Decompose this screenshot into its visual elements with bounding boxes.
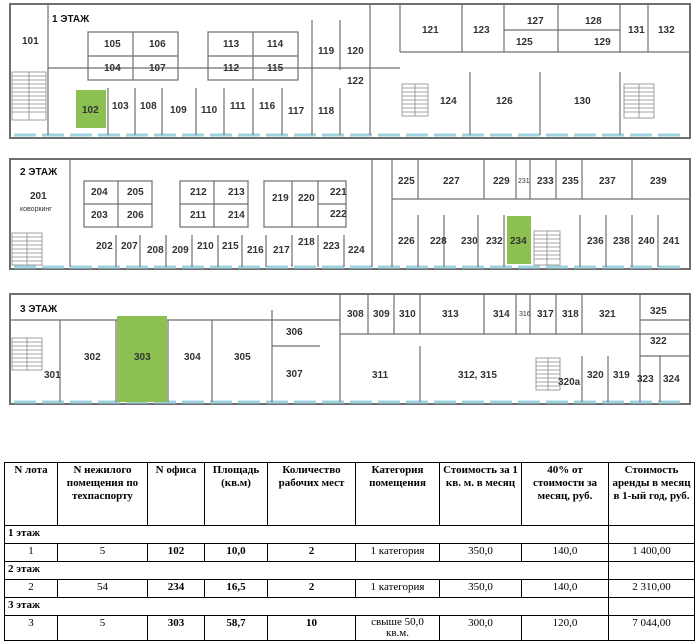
section-label: 1 этаж (5, 526, 609, 544)
room-label: 215 (222, 241, 239, 252)
cell-room-no: 54 (58, 580, 148, 598)
room-label: 236 (587, 236, 604, 247)
room-label: 206 (127, 210, 144, 221)
room-label: 214 (228, 210, 245, 221)
floor-title: 1 ЭТАЖ (52, 14, 90, 25)
room-label: 114 (267, 39, 284, 50)
room-label: 320 (587, 370, 604, 381)
room-label: 110 (201, 105, 218, 116)
room-label: 224 (348, 245, 365, 256)
room-label: 230 (461, 236, 478, 247)
cell-category: свыше 50,0 кв.м. (356, 616, 440, 641)
room-label: 210 (197, 241, 214, 252)
column-header: N офиса (148, 463, 205, 526)
room-label: 101 (22, 36, 39, 47)
room-label: 305 (234, 352, 251, 363)
cell-forty-percent: 140,0 (522, 580, 609, 598)
room-label: 126 (496, 96, 513, 107)
floor-plan-1 (0, 0, 698, 145)
cell-forty-percent: 120,0 (522, 616, 609, 641)
room-label: 310 (399, 309, 416, 320)
cell-price: 350,0 (440, 580, 522, 598)
room-label: 234 (510, 236, 527, 247)
room-label: 325 (650, 306, 667, 317)
cell-seats: 2 (268, 544, 356, 562)
room-label: 238 (613, 236, 630, 247)
cell-seats: 10 (268, 616, 356, 641)
room-label: 225 (398, 176, 415, 187)
floor-plan-3 (0, 290, 698, 410)
room-label: 119 (318, 46, 335, 57)
room-label: 316 (519, 311, 531, 318)
room-label: 227 (443, 176, 460, 187)
section-row (5, 526, 695, 544)
section-label: 3 этаж (5, 598, 609, 616)
room-label: 204 (91, 187, 108, 198)
room-label: 202 (96, 241, 113, 252)
room-label: 233 (537, 176, 554, 187)
room-label: 304 (184, 352, 201, 363)
cell-category: 1 категория (356, 544, 440, 562)
room-label: 207 (121, 241, 138, 252)
room-label: 321 (599, 309, 616, 320)
room-label: 324 (663, 374, 680, 385)
room-label: 302 (84, 352, 101, 363)
cell-room-no: 5 (58, 616, 148, 641)
room-label: 212 (190, 187, 207, 198)
section-label: 2 этаж (5, 562, 609, 580)
coworking-label: коворкинг (20, 206, 52, 213)
cell-office: 102 (148, 544, 205, 562)
cell-area: 58,7 (205, 616, 268, 641)
room-label: 205 (127, 187, 144, 198)
room-label: 117 (288, 106, 305, 117)
room-label: 211 (190, 210, 207, 221)
room-label: 111 (230, 101, 246, 112)
room-label: 222 (330, 209, 347, 220)
room-label: 220 (298, 193, 315, 204)
room-label: 123 (473, 25, 490, 36)
cell-forty-percent: 140,0 (522, 544, 609, 562)
room-label: 105 (104, 39, 121, 50)
room-label: 322 (650, 336, 667, 347)
table-row (5, 616, 695, 641)
room-label: 306 (286, 327, 303, 338)
room-label: 221 (330, 187, 347, 198)
room-label: 240 (638, 236, 655, 247)
room-label: 104 (104, 63, 121, 74)
room-label: 314 (493, 309, 510, 320)
room-label: 107 (149, 63, 166, 74)
section-row (5, 598, 695, 616)
cell-area: 10,0 (205, 544, 268, 562)
floor-plan-2 (0, 155, 698, 275)
room-label: 218 (298, 237, 315, 248)
room-label: 313 (442, 309, 459, 320)
column-header: Категория помещения (356, 463, 440, 526)
room-label: 301 (44, 370, 61, 381)
room-label: 108 (140, 101, 157, 112)
cell-lot: 2 (5, 580, 58, 598)
room-label: 235 (562, 176, 579, 187)
cell-room-no: 5 (58, 544, 148, 562)
cell-lot: 1 (5, 544, 58, 562)
cell-area: 16,5 (205, 580, 268, 598)
room-label: 228 (430, 236, 447, 247)
room-label: 229 (493, 176, 510, 187)
table-row (5, 544, 695, 562)
room-label: 203 (91, 210, 108, 221)
floor-title: 2 ЭТАЖ (20, 167, 58, 178)
section-row (5, 562, 695, 580)
column-header: N нежилого помещения по техпаспорту (58, 463, 148, 526)
room-label: 309 (373, 309, 390, 320)
room-label: 239 (650, 176, 667, 187)
room-label: 231 (518, 178, 530, 185)
column-header: Количество рабочих мест (268, 463, 356, 526)
room-label: 103 (112, 101, 129, 112)
cell-seats: 2 (268, 580, 356, 598)
room-label: 132 (658, 25, 675, 36)
room-label: 131 (628, 25, 645, 36)
cell-category: 1 категория (356, 580, 440, 598)
room-label: 219 (272, 193, 289, 204)
room-label: 312, 315 (458, 370, 497, 381)
room-label: 112 (223, 63, 240, 74)
room-label: 317 (537, 309, 554, 320)
column-header: Стоимость за 1 кв. м. в месяц (440, 463, 522, 526)
room-label: 237 (599, 176, 616, 187)
room-label: 113 (223, 39, 240, 50)
room-label: 129 (594, 37, 611, 48)
room-label: 308 (347, 309, 364, 320)
room-label: 303 (134, 352, 151, 363)
room-label: 319 (613, 370, 630, 381)
room-label: 124 (440, 96, 457, 107)
room-label: 232 (486, 236, 503, 247)
room-label: 118 (318, 106, 335, 117)
room-label: 109 (170, 105, 187, 116)
room-label: 320a (558, 377, 581, 388)
cell-lot: 3 (5, 616, 58, 641)
room-label: 130 (574, 96, 591, 107)
column-header: Стоимость аренды в месяц в 1-ый год, руб. (609, 463, 695, 526)
table-row (5, 580, 695, 598)
room-label: 209 (172, 245, 189, 256)
room-label: 226 (398, 236, 415, 247)
room-label: 307 (286, 369, 303, 380)
room-label: 122 (347, 76, 364, 87)
room-label: 128 (585, 16, 602, 27)
column-header: Площадь (кв.м) (205, 463, 268, 526)
cell-office: 234 (148, 580, 205, 598)
room-label: 208 (147, 245, 164, 256)
room-label: 318 (562, 309, 579, 320)
room-label: 216 (247, 245, 264, 256)
cell-rent: 1 400,00 (609, 544, 695, 562)
room-label: 213 (228, 187, 245, 198)
room-label: 115 (267, 63, 284, 74)
room-label: 217 (273, 245, 290, 256)
column-header: N лота (5, 463, 58, 526)
table-header-row (5, 463, 695, 526)
room-label: 241 (663, 236, 680, 247)
room-label: 201 (30, 191, 47, 202)
room-label: 125 (516, 37, 533, 48)
floor-title: 3 ЭТАЖ (20, 304, 58, 315)
room-label: 223 (323, 241, 340, 252)
room-label: 121 (422, 25, 439, 36)
cell-rent: 2 310,00 (609, 580, 695, 598)
cell-price: 300,0 (440, 616, 522, 641)
room-label: 311 (372, 370, 389, 381)
column-header: 40% от стоимости за месяц, руб. (522, 463, 609, 526)
room-label: 127 (527, 16, 544, 27)
room-label: 102 (82, 105, 99, 116)
cell-price: 350,0 (440, 544, 522, 562)
room-label: 120 (347, 46, 364, 57)
cell-office: 303 (148, 616, 205, 641)
room-label: 323 (637, 374, 654, 385)
room-label: 116 (259, 101, 276, 112)
lots-table (4, 462, 695, 641)
cell-rent: 7 044,00 (609, 616, 695, 641)
room-label: 106 (149, 39, 166, 50)
